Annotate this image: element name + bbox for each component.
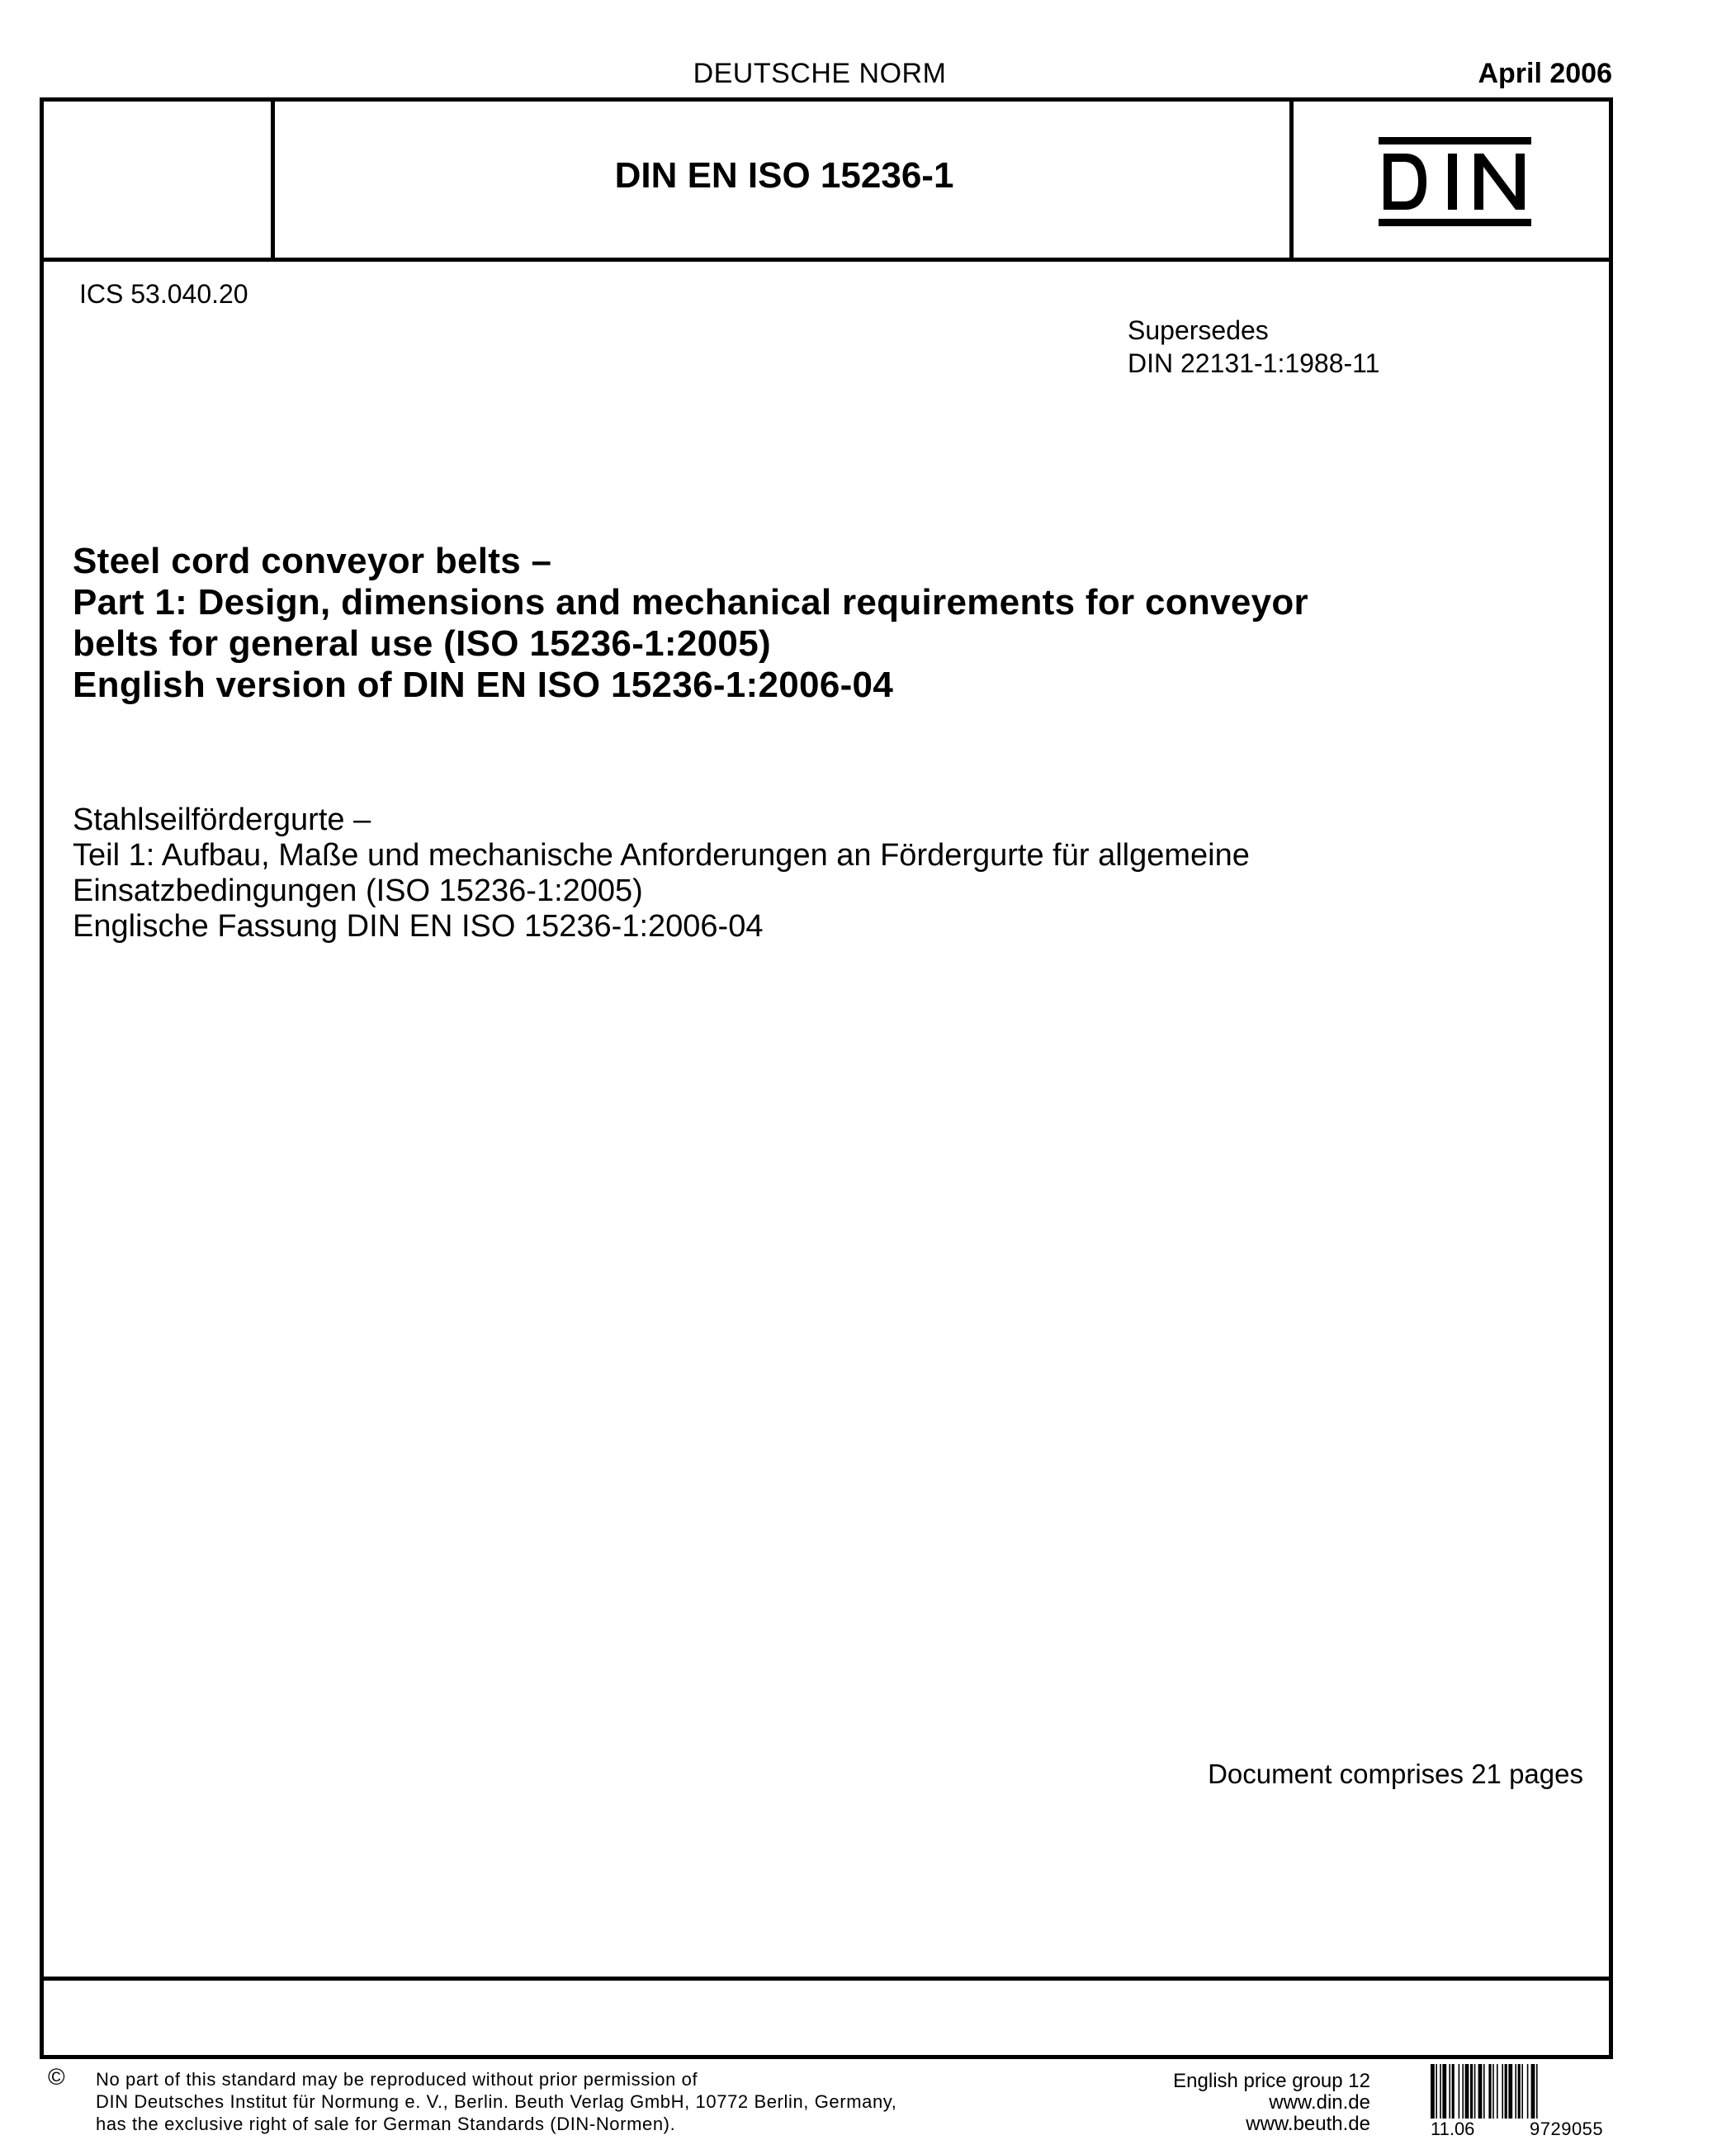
supersedes-block: [1128, 314, 1379, 380]
german-title-line: Englische Fassung DIN EN ISO 15236-1:2006-04: [73, 909, 764, 944]
website-link[interactable]: www.beuth.de: [1246, 2113, 1370, 2135]
ics-code: ICS 53.040.20: [79, 279, 248, 309]
copyright-notice: [96, 2068, 896, 2135]
english-title: [73, 541, 1308, 706]
footer-divider: [40, 1977, 1613, 1981]
barcode-number: 9729055: [1530, 2119, 1604, 2139]
german-title: [73, 802, 1250, 945]
barcode-date: 11.06: [1431, 2119, 1475, 2139]
website-link[interactable]: www.din.de: [1269, 2091, 1370, 2114]
price-block: [1106, 2071, 1370, 2135]
header-divider: [40, 258, 1613, 262]
publication-date: April 2006: [1478, 58, 1612, 89]
german-title-line: Stahlseilfördergurte –: [73, 802, 371, 837]
copyright-notice-line: has the exclusive right of sale for German Standards (DIN-Normen).: [96, 2114, 676, 2134]
copyright-notice-line: No part of this standard may be reproduced without prior permission of: [96, 2069, 698, 2090]
english-title-line: belts for general use (ISO 15236-1:2005): [73, 623, 771, 664]
english-title-line: English version of DIN EN ISO 15236-1:2006-04: [73, 665, 894, 705]
copyright-notice-line: DIN Deutsches Institut für Normung e. V., Berlin. Beuth Verlag GmbH, 10772 Berlin, Germany,: [96, 2091, 897, 2112]
price-group: English price group 12: [1173, 2070, 1370, 2092]
din-logo-icon: [1379, 137, 1531, 226]
page-count: Document comprises 21 pages: [1208, 1759, 1583, 1789]
barcode-icon: [1431, 2064, 1618, 2119]
supersedes-value: DIN 22131-1:1988-11: [1128, 348, 1380, 378]
document-number: DIN EN ISO 15236-1: [614, 155, 954, 196]
supersedes-label: Supersedes: [1128, 315, 1269, 345]
english-title-line: Steel cord conveyor belts –: [73, 541, 552, 581]
german-title-line: Teil 1: Aufbau, Maße und mechanische Anforderungen an Fördergurte für allgemeine: [73, 838, 1250, 873]
german-title-line: Einsatzbedingungen (ISO 15236-1:2005): [73, 874, 643, 908]
header-label: DEUTSCHE NORM: [693, 58, 947, 89]
copyright-icon: ©: [48, 2064, 65, 2090]
english-title-line: Part 1: Design, dimensions and mechanical requirements for conveyor: [73, 582, 1308, 623]
